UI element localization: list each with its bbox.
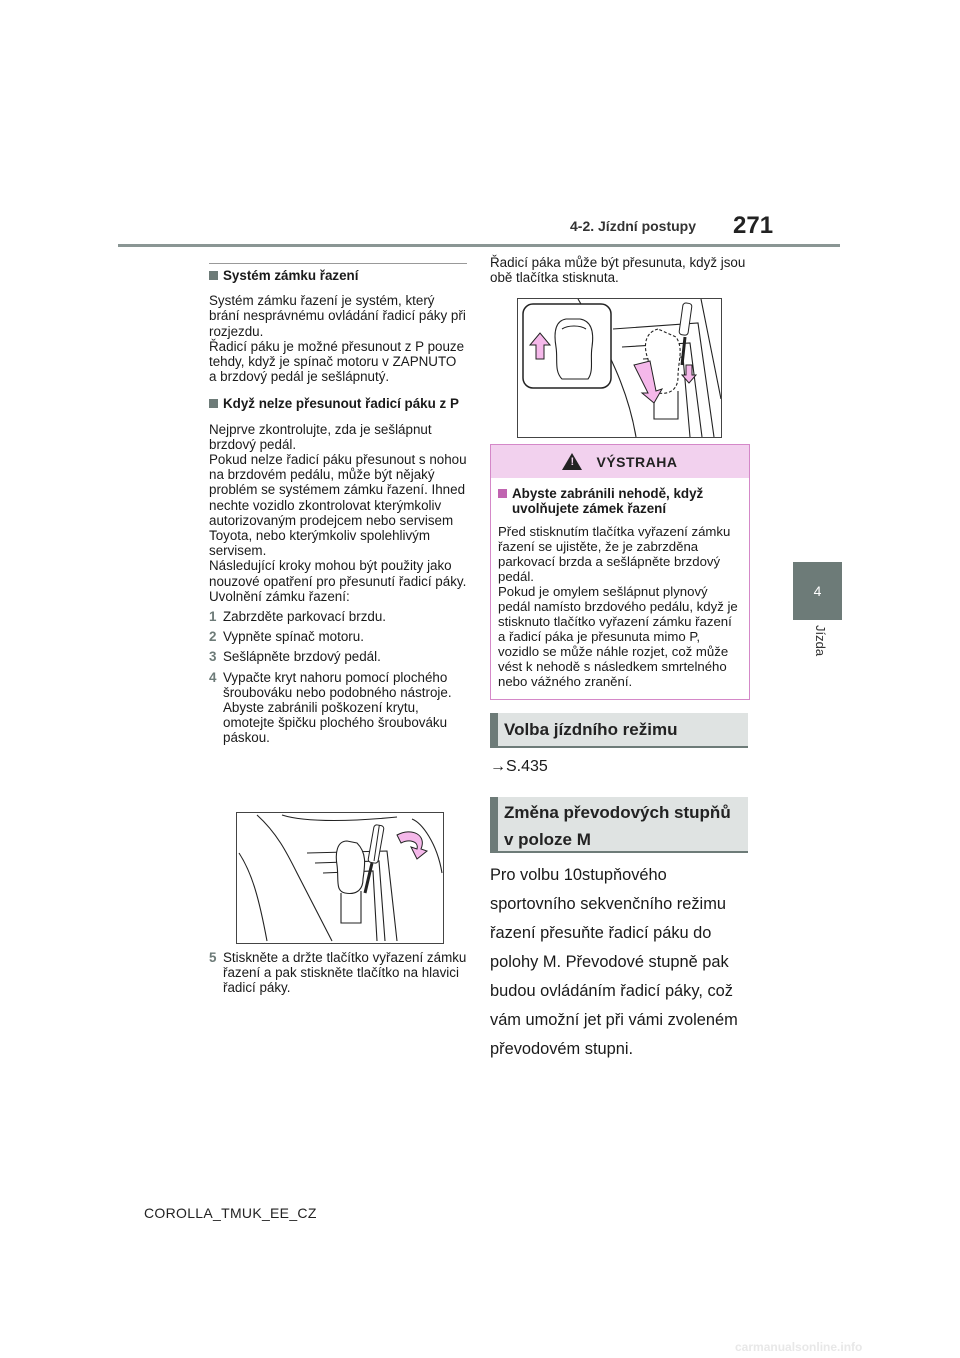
- shift-lock-text: Systém zámku řazení je systém, který brání nesprávnému ovládání řadicí páky při rozjezdu.: [209, 293, 466, 339]
- cannot-move-p3: Následující kroky mohou být použity jako nouzové opatření pro přesunutí řadicí páky.: [209, 558, 467, 589]
- left-column: [209, 268, 467, 746]
- list-item: 5 Stiskněte a držte tlačítko vyřazení zámku řazení a pak stiskněte tlačítko na hlavici řadicí páky.: [209, 950, 467, 996]
- list-item: 2 Vypněte spínač motoru.: [209, 629, 364, 645]
- section-title: 4-2. Jízdní postupy: [570, 218, 697, 234]
- warning-p2: Pokud je omylem sešlápnut plynový pedál namísto brzdového pedálu, když je stisknuto tlačítko vyřazení zámku řazení a řadicí páka je přesunuta mimo P, vozidlo se může náhle rozjet, což může vést k nehodě s následkem smrtelného nebo vážného zranění.: [498, 584, 738, 689]
- chapter-label: Jízda: [813, 625, 828, 657]
- warning-p1: Před stisknutím tlačítka vyřazení zámku řazení se ujistěte, že je zabrzděna parkovací brzda a sešlápněte brzdový pedál.: [498, 524, 731, 584]
- figure-pry-cover: [236, 812, 444, 944]
- cannot-move-p4: Uvolnění zámku řazení:: [209, 588, 350, 604]
- square-bullet-icon: [209, 271, 218, 280]
- footer-code: COROLLA_TMUK_EE_CZ: [144, 1205, 317, 1221]
- cannot-move-p1: Nejprve zkontrolujte, zda je sešlápnut brzdový pedál.: [209, 421, 432, 452]
- warning-header: [491, 445, 749, 478]
- chapter-tab: [793, 562, 842, 620]
- warning-triangle-icon: !: [562, 453, 582, 470]
- warning-title: VÝSTRAHA: [596, 453, 678, 470]
- warning-box: [490, 444, 750, 700]
- list-item: 4 Vypačte kryt nahoru pomocí plochého šroubováku nebo podobného nástroje. Abyste zabránili poškození krytu, omotejte špičku plochého šroubováku páskou.: [209, 669, 452, 746]
- shift-lock-text-2: Řadicí páku je možné přesunout z P pouze tehdy, když je spínač motoru v ZAPNUTO a brzdový pedál je sešlápnutý.: [209, 338, 465, 385]
- page-number: 271: [733, 212, 774, 239]
- steps-list: [209, 609, 467, 746]
- list-item: 3 Sešlápněte brzdový pedál.: [209, 649, 381, 665]
- figure-buttons: [517, 298, 722, 438]
- shift-lock-heading: Systém zámku řazení: [209, 268, 467, 283]
- gear-heading: Změna převodových stupňů v poloze M: [490, 797, 748, 853]
- header-rule: [118, 244, 840, 247]
- watermark: carmanualsonline.info: [735, 1340, 863, 1354]
- shift-lock-buttons-illustration: [518, 299, 721, 437]
- cannot-move-p2: Pokud nelze řadicí páku přesunout s nohou na brzdovém pedálu, může být nějaký problém se systémem zámku řazení. Ihned nechte vozidlo zkontrolovat kterýmkoliv autorizovaným prodejcem nebo servisem Toyota, nebo kterýmkoliv spolehlivým servisem.: [209, 452, 467, 559]
- shift-lever-screwdriver-illustration: [237, 813, 443, 943]
- step-5: [209, 950, 467, 996]
- gear-text: Pro volbu 10stupňového sportovního sekvenčního režimu řazení přesuňte řadicí páku do polohy M. Převodové stupně pak budou ovládáním řadicí páky, což vám umožní jet při vámi zvoleném převodovém stupni.: [490, 866, 738, 1058]
- cannot-move-heading: Když nelze přesunout řadicí páku z P: [209, 396, 467, 411]
- right-intro: Řadicí páka může být přesunuta, když jsou obě tlačítka stisknuta.: [490, 255, 746, 286]
- warning-subtitle: Abyste zabránili nehodě, když uvolňujete zámek řazení: [498, 486, 742, 516]
- square-bullet-icon: [498, 489, 507, 498]
- chapter-number: 4: [813, 583, 822, 599]
- mode-reference: →S.435: [490, 758, 548, 775]
- warning-body: [491, 478, 749, 689]
- mode-heading: Volba jízdního režimu: [490, 713, 748, 748]
- square-bullet-icon: [209, 399, 218, 408]
- left-top-rule: [209, 263, 467, 264]
- list-item: 1 Zabrzděte parkovací brzdu.: [209, 609, 387, 625]
